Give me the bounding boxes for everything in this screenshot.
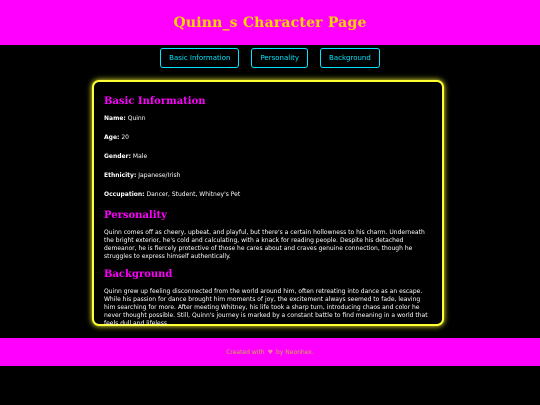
age-label: Age: [104, 134, 120, 141]
section-nav [0, 48, 540, 68]
occupation-line [104, 191, 432, 198]
ethnicity-value: Japanese/Irish [138, 172, 181, 179]
gender-line [104, 153, 432, 160]
name-label: Name: [104, 115, 126, 122]
age-line [104, 134, 432, 141]
page-title: Quinn_s Character Page [173, 14, 367, 31]
basic-information-heading: Basic Information [104, 96, 206, 107]
character-card [92, 80, 444, 326]
footer-credit: by Neonhex. [276, 348, 314, 356]
nav-personality-button[interactable]: Personality [251, 48, 308, 68]
page-header [0, 0, 540, 45]
ethnicity-label: Ethnicity: [104, 172, 137, 179]
personality-text: Quinn comes off as cheery, upbeat, and playful, but there's a certain hollowness to his charm. Underneath the bright exterior, he's cold and calculating, with a knack for reading people. Despite his detached demeanor, he is fiercely protective of those he cares about and craves genuine connection, though he struggles to express himself authentically. [104, 229, 425, 260]
background-heading: Background [104, 269, 173, 280]
nav-basic-information-button[interactable]: Basic Information [160, 48, 239, 68]
background-text: Quinn grew up feeling disconnected from the world around him, often retreating into dance as an escape. While his passion for dance brought him moments of joy, the excitement always seemed to fade, leaving him searching for more. After meeting Whitney, his life took a sharp turn, introducing chaos and color he never thought possible. Still, Quinn's journey is marked by a constant battle to find meaning in a world that feels dull and lifeless. [104, 288, 428, 327]
nav-background-button[interactable]: Background [320, 48, 380, 68]
name-value: Quinn [127, 115, 146, 122]
age-value: 20 [121, 134, 129, 141]
personality-heading: Personality [104, 210, 167, 221]
ethnicity-line [104, 172, 432, 179]
heart-icon: ♥ [267, 348, 273, 356]
gender-value: Male [132, 153, 148, 160]
page-footer [0, 338, 540, 366]
name-line [104, 115, 432, 122]
occupation-label: Occupation: [104, 191, 145, 198]
occupation-value: Dancer, Student, Whitney's Pet [146, 191, 241, 198]
gender-label: Gender: [104, 153, 131, 160]
footer-prefix: Created with [226, 348, 265, 356]
